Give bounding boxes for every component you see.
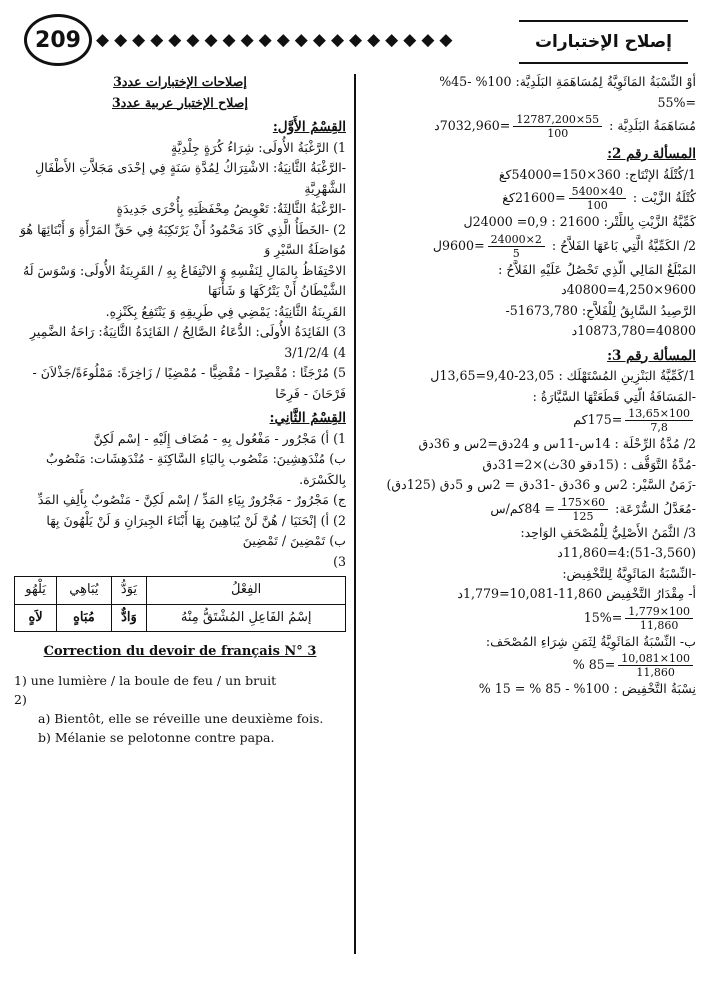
text-line: 1/كَمِّيَّةُ البَنْزِينِ المُسْتَهْلَك : 23,05-9,40=13,65ل <box>430 368 696 383</box>
page-number-badge: 209 <box>24 14 92 66</box>
column-divider <box>354 74 356 954</box>
fraction-denominator: 125 <box>572 509 594 523</box>
fraction <box>625 407 693 434</box>
french-line: a) Bientôt, elle se réveille une deuxième fois. <box>38 711 324 726</box>
text-line: ب- النِّسْبَةُ المَائَوِيَّةُ لِثَمَنِ شِرَاءِ المُصْحَف: <box>485 633 696 649</box>
fraction-line <box>362 185 696 212</box>
fraction-numerator: 40×5400 <box>569 185 626 199</box>
text-line: 3/ الثَّمَنُ الأَصْلِيُّ لِلْمُصْحَفِ الوَاحِد: <box>520 524 696 540</box>
section-heading: المسألة رقم 2: <box>607 146 696 162</box>
fraction-result: =9600ل <box>432 237 485 253</box>
text-line: -مُدَّةُ التَّوَقُّف : (15دقو 30ث)×2=31دق <box>482 456 696 472</box>
fraction-line <box>362 605 696 632</box>
text-line: ب) تَمْضِينَ / تَمْضِينَ <box>242 533 346 548</box>
verb-table-cell: لاَهٍ <box>15 604 57 632</box>
fraction-prefix: 2/ الكَمِّيَّةُ الَّتِي بَاعَهَا الفَلاَّحُ : <box>547 237 696 253</box>
text-line: -المَسَافَةُ الَّتِي قَطَعَتْهَا السَّيَّارَةُ : <box>532 388 696 404</box>
page-header <box>10 10 696 72</box>
verb-table-header-cell: الفِعْلُ <box>147 577 346 605</box>
fraction-numerator: 2×24000 <box>488 233 545 247</box>
fraction-result: =175كم <box>573 412 623 427</box>
text-line: =55% <box>657 94 696 110</box>
text-line: 1) أ) مَجْرُور - مَفْعُول بِهِ - مُضَاف إِلَيْهِ - إسْم لَكِنَّ <box>93 430 346 446</box>
verb-table-cell: إسْمُ الفَاعِلِ المُشْتَقُّ مِنْهُ <box>147 604 346 632</box>
text-line: -الرَّغْبَةُ الثَّالِثَةُ: تَعْوِيضُ مِحْفَظَتِهِ بِأُخْرَى جَدِيدَةٍ <box>116 201 346 216</box>
math-correction-column <box>362 72 696 700</box>
french-correction-title: Correction du devoir de français N° 3 <box>43 644 317 659</box>
fraction-line <box>362 496 696 523</box>
text-line: القَرِينَةُ الثَّانِيَةُ: يَمْضِي فِي طَرِيقِهِ وَ يَنْتَفِعُ بِكَنْزِهِ. <box>105 303 346 319</box>
fraction-result: =7032,960د <box>434 118 511 133</box>
fraction-result: = 84كم/س <box>490 500 555 516</box>
verb-table-cell: وَادٌّ <box>111 604 147 632</box>
text-line: 2/ مُدَّةُ الرِّحْلَة : 14س-11س و 24دق=2س و 36دق <box>418 436 696 451</box>
fraction-line <box>362 652 696 679</box>
text-line: أوْ النِّسْبَةُ المَائَوِيَّةُ لِمُسَاهَمَةِ البَلَدِيَّة: 100% -45% <box>439 74 696 89</box>
text-line: 3) الفَائِدَةُ الأُولَى: الدُّعَاءُ الصَّالِحُ / الفَائِدَةُ الثَّانِيَةُ: رَاحَةُ الضَّمِيرِ <box>29 324 346 339</box>
verb-table-header-cell: يَلْهُو <box>15 577 57 605</box>
text-line: 3) <box>333 553 346 569</box>
verb-table-header-cell: يُبَاهِي <box>57 577 111 605</box>
fraction-numerator: 55×12787,200 <box>513 113 602 127</box>
arabic-correction-text <box>14 72 346 572</box>
text-line: الرَّصِيدُ السَّابِقُ لِلْفَلاَّحِ: 51673,780- <box>505 302 696 318</box>
french-line: b) Mélanie se pelotonne contre papa. <box>38 730 275 745</box>
verb-table-row <box>15 604 346 632</box>
fraction-prefix: مُسَاهَمَةُ البَلَدِيَّة : <box>605 118 696 133</box>
fraction-denominator: 11,860 <box>639 618 679 632</box>
fraction-denominator: 100 <box>586 199 608 212</box>
fraction-numerator: 100×13,65 <box>625 407 693 421</box>
text-line: 4) 3/1/2/4 <box>284 344 346 360</box>
fraction-numerator: 60×175 <box>558 496 608 510</box>
verb-table-header-row <box>15 577 346 605</box>
section-heading: القِسْمُ الأَوَّل: <box>272 119 346 135</box>
text-line: نِسْبَةُ التَّخْفِيض : 100% - 85 % = 15 % <box>478 681 696 696</box>
arabic-correction-column <box>14 72 346 747</box>
verb-table-cell: مُبَاهٍ <box>57 604 111 632</box>
text-line: 5) مُرْجَئًا : مُقْصِرًا - مُقْضِيًّا - مُمْضِيًا / زَاخِرَةً: مَمْلُوءَةً/جَذْلاَنَ - فَرْحَانَ - فَرِحًا <box>32 365 346 401</box>
french-correction <box>14 642 346 747</box>
text-line: الاحْتِفَاظُ بِالمَالِ لِنَفْسِهِ وَ الانْتِفَاعُ بِهِ / القَرِينَةُ الأُولَى: وَسْوَسَ لَهُ الشَّيْطَانُ أَنْ يَتْرُكَهَا وَ شَأْنَهَا <box>22 262 346 298</box>
diamond-ornament-row: ◆◆◆◆◆◆◆◆◆◆◆◆◆◆◆◆◆◆◆◆ <box>96 30 458 50</box>
french-line: 2) <box>14 692 27 707</box>
fraction <box>513 113 602 140</box>
fraction-result: =15% <box>583 609 623 625</box>
fraction-denominator: 7,8 <box>650 421 668 434</box>
column-heading: إصلاح الإختبار عربية عدد3 <box>112 94 248 110</box>
text-line: 1/كُتْلَةُ الإنْتَاج: 360×150=54000كغ <box>498 166 696 182</box>
text-line: 9600×4,250=40800د <box>561 282 696 297</box>
text-line: -النِّسْبَةُ المَائَوِيَّةُ لِلتَّخْفِيض: <box>562 565 696 581</box>
fraction-line <box>362 113 696 140</box>
verb-table-header-cell: يَوَدُّ <box>111 577 147 605</box>
fraction <box>488 233 545 260</box>
text-line: 2) أ) إنْحَنَيَا / هُنَّ لَنْ يُبَاهِينَ بِهَا أَبْنَاءَ الجِيرَانِ وَ لَنْ يَلْهُونَ بِهَا <box>46 512 346 528</box>
text-line: 1) الرَّغْبَةُ الأُولَى: شِرَاءُ كُرَةٍ جِلْدِيَّةٍ <box>171 139 346 155</box>
fraction-denominator: 11,860 <box>636 666 675 679</box>
fraction-result: =21600كغ <box>502 190 566 205</box>
verb-table <box>14 576 346 632</box>
text-line: 40800=10873,780د <box>571 323 696 338</box>
fraction-prefix: كُتْلَةُ الزَّيْت : <box>628 190 696 205</box>
text-line: ج) مَجْرُورٌ - مَجْرُورٌ بِيَاءِ المَدِّ / إسْم لَكِنَّ - مَنْصُوبٌ بِأَلِفِ المَدِّ <box>37 492 346 507</box>
fraction-prefix: -مُعَدَّلُ السُّرْعَة: <box>611 500 696 516</box>
header-title: إصلاح الإختبارات <box>519 20 688 64</box>
section-heading: القِسْمُ الثَّانِي: <box>269 410 346 426</box>
fraction-line <box>362 233 696 260</box>
fraction-numerator: 100×10,081 <box>618 652 693 666</box>
text-line: (51-3,560):4=11,860د <box>557 545 696 560</box>
text-line: 2) -الخَطَأُ الَّذِي كَادَ مَحْمُودُ أَنْ يَرْتَكِبَهُ فِي حَقِّ المَرْأَةِ وَ أَبْنَائِهَا هُوَ مُوَاصَلَةُ السَّيْرِ وَ <box>19 221 346 257</box>
text-line: أ- مِقْدَارُ التَّخْفِيض 11,860-10,081=1,779د <box>457 586 696 601</box>
fraction-denominator: 5 <box>512 246 520 260</box>
fraction-result: =85 % <box>572 657 616 672</box>
text-line: كَمِّيَّةُ الزَّيْتِ بِاللِّتْر: 21600 : 0,9= 24000ل <box>463 214 696 229</box>
fraction-numerator: 100×1,779 <box>625 605 693 619</box>
text-line: -زَمَنُ السَّيْر: 2س و 36دق -31دق = 2س و 5دق (125دق) <box>386 477 696 492</box>
french-line: 1) une lumière / la boule de feu / un bruit <box>14 673 277 688</box>
fraction-line <box>362 407 696 434</box>
fraction <box>625 605 693 632</box>
fraction <box>558 496 608 523</box>
text-line: ب) مُنْدَهِشِينَ: مَنْصُوب بِاليَاءِ السَّاكِنَةِ - مُنْدَهِشَات: مَنْصُوبٌ بِالكَسْرَة. <box>45 451 346 487</box>
fraction <box>569 185 626 212</box>
fraction-denominator: 100 <box>547 127 569 140</box>
fraction <box>618 652 693 679</box>
column-heading: إصلاحات الإختبارات عدد3 <box>113 74 247 89</box>
text-line: -الرَّغْبَةُ الثَّانِيَةُ: الاشْتِرَاكُ لِمُدَّةِ سَنَةٍ فِي إحْدَى مَجَلاَّتِ الأَطْفَالِ الشَّهْرِيَّةِ <box>35 160 346 196</box>
text-line: المَبْلَغُ المَالِي الَّذِي تَحْصُلُ عَلَيْهِ الفَلاَّحُ : <box>498 261 696 277</box>
section-heading: المسألة رقم 3: <box>607 347 696 364</box>
